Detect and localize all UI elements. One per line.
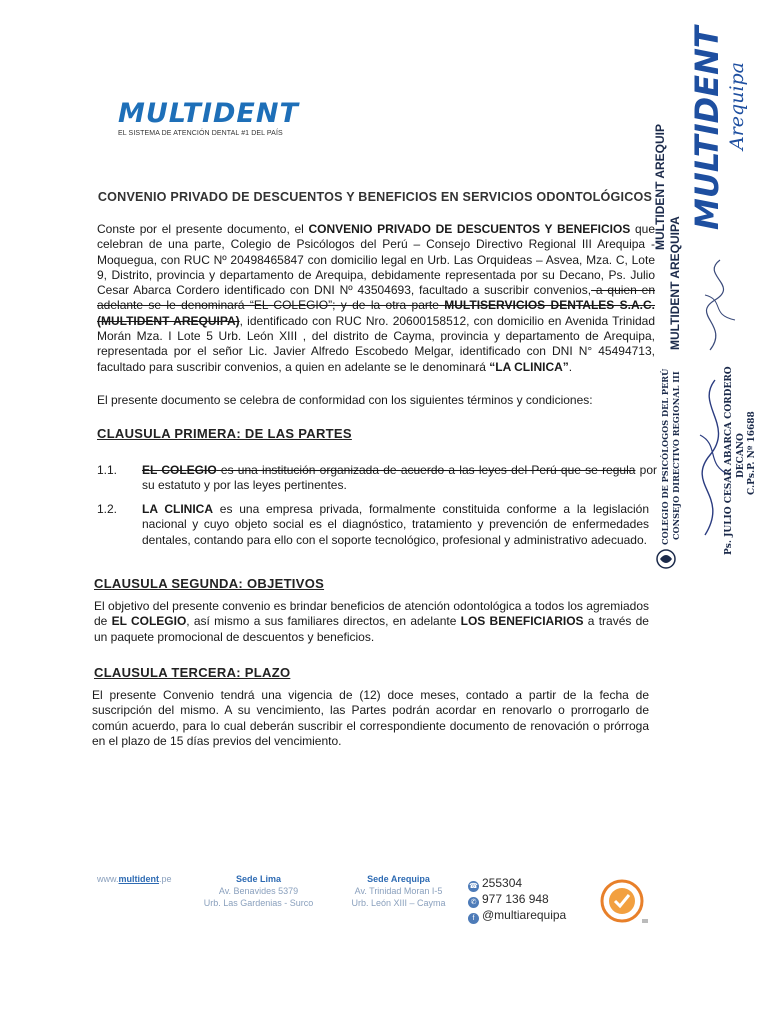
footer-web-link[interactable]: multident — [118, 874, 160, 884]
intro-paragraph — [97, 222, 655, 375]
clause2-bold-1: EL COLEGIO — [111, 614, 187, 629]
certification-badge-icon — [598, 877, 650, 927]
facebook-icon: f — [468, 913, 479, 924]
clause1-item1-strike: es una institución organizada de acuerdo a las leyes del Perú que se regula — [216, 463, 636, 477]
logo-brand: MULTIDENT — [118, 98, 299, 129]
clause1-item2 — [142, 502, 649, 548]
signature-javier — [690, 255, 750, 355]
stamp-multident-big: MULTIDENT — [688, 26, 726, 230]
document-title: CONVENIO PRIVADO DE DESCUENTOS Y BENEFICIOS EN SERVICIOS ODONTOLÓGICOS — [97, 190, 653, 204]
clause2-text-2: , así mismo a sus familiares directos, en adelante — [186, 614, 461, 629]
stamp-cps: C.Ps.P. Nº 16688 — [747, 411, 757, 495]
footer-arequipa-line1: Av. Trinidad Moran I-5 — [354, 886, 443, 896]
footer-arequipa-line2: Urb. León XIII – Cayma — [351, 898, 446, 908]
intro-text-end: . — [568, 359, 573, 374]
footer-phone1-row — [468, 876, 566, 892]
footer-phone1: 255304 — [482, 876, 523, 890]
stamp-multident-arequipa-2: MULTIDENT AREQUIP — [653, 124, 667, 250]
intro-text-1: Conste por el presente documento, el — [97, 222, 309, 236]
footer-sede-lima — [196, 873, 321, 909]
footer-lima-label: Sede Lima — [235, 874, 282, 884]
clause1-item2-rest: es una empresa privada, formalmente constituida conforme a la legislación nacional y cuyo objeto social es el diagnóstico, tratamiento y prevención de enfermedades dentales, contando para ello con el soporte tecnológico, profesional y administrativo adecuado. — [142, 502, 650, 547]
clause2-text-3: a través de un paquete promocional de descuentos y beneficios. — [94, 614, 649, 644]
footer-website[interactable] — [97, 873, 172, 885]
footer-contacts — [468, 876, 566, 924]
stamp-colegio-1: COLEGIO DE PSICÓLOGOS DEL PERÚ — [660, 368, 670, 545]
clause1-item1 — [142, 463, 657, 494]
clause3-heading: CLAUSULA TERCERA: PLAZO — [94, 665, 291, 680]
stamp-decano-name: Ps. JULIO CESAR ABARCA CORDERO — [724, 366, 734, 555]
intro-bold-1: CONVENIO PRIVADO DE DESCUENTOS Y BENEFICIOS — [308, 222, 631, 236]
footer-web-suffix: .pe — [159, 874, 172, 884]
colegio-emblem-icon — [655, 548, 677, 570]
footer-phone2: 977 136 948 — [482, 892, 549, 906]
intro-bold-2: MULTISERVICIOS DENTALES S.A.C. (MULTIDENT AREQUIPA) — [97, 298, 655, 328]
clause2-heading: CLAUSULA SEGUNDA: OBJETIVOS — [94, 576, 325, 591]
stamp-decano: DECANO — [736, 433, 746, 478]
footer-phone2-row — [468, 892, 566, 908]
clause1-item1-rest: por su estatuto y por las leyes pertinentes. — [142, 463, 657, 493]
intro-text-3: , identificado con RUC Nro. 20600158512, con domicilio en Avenida Trinidad Morán Mza. I Lote 5 Urb. León XIII , del distrito de Cayma, provincia y departamento de Arequipa, representada por el señor Lic. Javier Alfredo Escobedo Melgar, identificado con DNI N° 45494713, facultado para suscribir convenios, a quien en adelante se le denominará — [97, 313, 656, 374]
footer-social-row — [468, 908, 566, 924]
conformity-text: El presente documento se celebra de conformidad con los siguientes términos y condiciones: — [97, 393, 593, 407]
clause2-text — [94, 599, 649, 645]
intro-strike: a quien en adelante se le denominará “EL COLEGIO”; y de la otra parte — [97, 283, 655, 313]
stamp-arequipa: Arequipa — [726, 61, 748, 150]
multident-logo — [118, 98, 299, 137]
footer-sede-arequipa — [336, 873, 461, 909]
clause2-text-1: El objetivo del presente convenio es brindar beneficios de atención odontológica a todos los agremiados de — [94, 599, 649, 629]
stamp-colegio-2: CONSEJO DIRECTIVO REGIONAL III — [671, 371, 681, 540]
clause1-item1-num: 1.1. — [97, 463, 118, 477]
logo-tagline: EL SISTEMA DE ATENCIÓN DENTAL #1 DEL PAÍS — [118, 130, 283, 137]
footer-web-prefix: www. — [97, 874, 119, 884]
phone-icon: ☎ — [469, 883, 478, 890]
intro-bold-3: “LA CLINICA” — [489, 359, 569, 374]
clause3-text: El presente Convenio tendrá una vigencia de (12) doce meses, contado a partir de la fecha de suscripción del mismo. A su vencimiento, las Partes podrán acordar en renovarlo o prorrogarlo de común acuerdo, para lo cual deberán suscribir el correspondiente documento de renovación o prórroga en el plazo de 15 días previos del vencimiento. — [92, 688, 649, 748]
intro-text-2: que celebran de una parte, Colegio de Psicólogos del Perú – Consejo Directivo Regional III Arequipa - Moquegua, con RUC Nº 20498465847 con domicilio legal en Urb. Las Orquideas – Asvea, Mza. C, Lote 9, Distrito, provincia y departamento de Arequipa, debidamente representada por su Decano, Ps. Julio Cesar Abarca Cordero identificado con DNI Nº 43504693, facultado a suscribir convenios, — [97, 222, 656, 298]
clause2-bold-2: LOS BENEFICIARIOS — [460, 614, 584, 629]
clause1-heading: CLAUSULA PRIMERA: DE LAS PARTES — [97, 426, 352, 441]
footer-arequipa-label: Sede Arequipa — [367, 874, 430, 884]
stamp-multident-arequipa-1: MULTIDENT AREQUIPA — [668, 216, 682, 350]
clause1-item2-num: 1.2. — [97, 502, 118, 516]
footer-lima-line1: Av. Benavides 5379 — [218, 886, 299, 896]
whatsapp-icon: ✆ — [468, 897, 479, 908]
footer-lima-line2: Urb. Las Gardenias - Surco — [203, 898, 314, 908]
clause1-item1-bold: EL COLEGIO — [142, 463, 217, 477]
footer-social: @multiarequipa — [482, 908, 567, 922]
clause1-item2-bold: LA CLINICA — [142, 502, 213, 516]
